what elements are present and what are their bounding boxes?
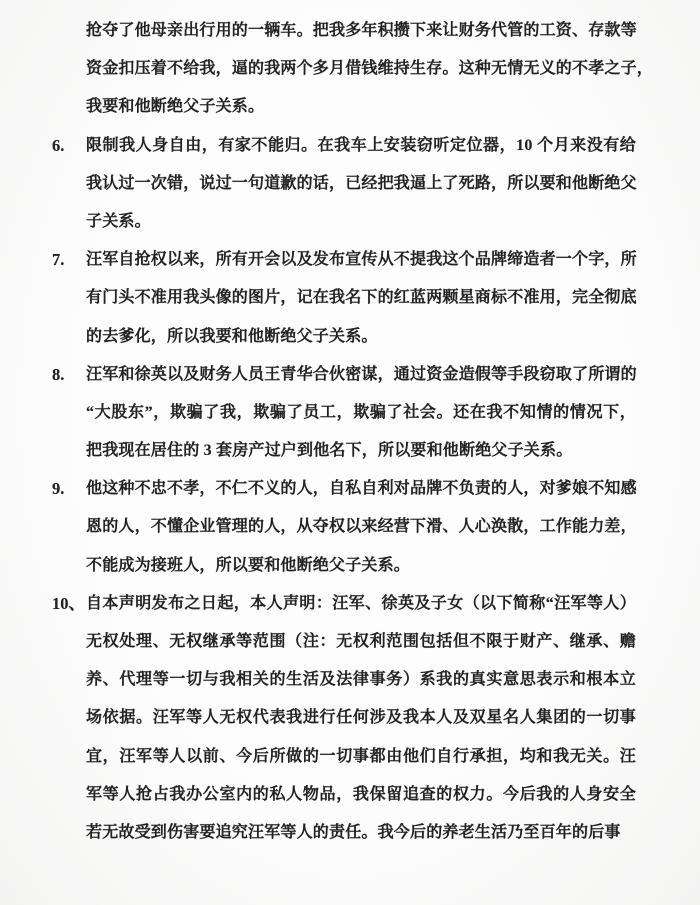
list-item-10 — [52, 585, 636, 852]
text-line: 我要和他断绝父子关系。 — [86, 98, 265, 116]
item-text — [86, 470, 636, 585]
item-text — [86, 241, 636, 356]
item-number: 9. — [52, 479, 65, 499]
item-text — [86, 127, 636, 242]
text-line: 自本声明发布之日起，本人声明：汪军、徐英及子女（以下简称“汪军等人） — [86, 594, 636, 612]
item-number: 10、 — [52, 593, 85, 613]
text-line: 子关系。 — [86, 212, 151, 230]
item-number: 6. — [52, 135, 65, 155]
text-line: 的去爹化，所以我要和他断绝父子关系。 — [86, 327, 378, 345]
list-item-6 — [52, 127, 637, 242]
text-line: 场依据。汪军等人无权代表我进行任何涉及我本人及双星名人集团的一切事 — [86, 709, 636, 727]
text-line: 宜，汪军等人以前、今后所做的一切事都由他们自行承担，均和我无关。汪 — [86, 747, 636, 765]
list-item-7 — [52, 241, 637, 356]
text-line: 抢夺了他母亲出行用的一辆车。把我多年积攒下来让财务代管的工资、存款等 — [86, 22, 637, 39]
text-line: 军等人抢占我办公室内的私人物品，我保留追查的权力。今后我的人身安全 — [86, 785, 636, 803]
text-line: 汪军和徐英以及财务人员王青华合伙密谋，通过资金造假等手段窃取了所谓的 — [86, 365, 637, 383]
text-line: 无权处理、无权继承等范围（注：无权利范围包括但不限于财产、继承、赡 — [86, 633, 636, 650]
text-line: 限制我人身自由，有家不能归。在我车上安装窃听定位器，10 个月来没有给 — [86, 136, 636, 154]
item-text — [86, 356, 636, 471]
text-line: 有门头不准用我头像的图片，记在我名下的红蓝两颗星商标不准用，完全彻底 — [86, 289, 637, 307]
text-line: 把我现在居住的 3 套房产过户到他名下，所以要和他断绝父子关系。 — [86, 442, 573, 460]
item-number: 8. — [52, 364, 65, 384]
list-item-9 — [52, 470, 637, 585]
text-line: 若无故受到伤害要追究汪军等人的责任。我今后的养老生活乃至百年的后事 — [86, 823, 621, 841]
paragraph-item5-continuation — [86, 12, 654, 127]
text-line: 汪军自抢权以来，所有开会以及发布宣传从不提我这个品牌缔造者一个字，所 — [86, 251, 637, 269]
text-line: 他这种不忠不孝，不仁不义的人，自私自利对品牌不负责的人，对爹娘不知感 — [86, 480, 637, 498]
text-line: 资金扣压着不给我，逼的我两个多月借钱维持生存。这种无情无义的不孝之子， — [86, 60, 654, 78]
text-line: 养、代理等一切与我相关的生活及法律事务）系我的真实意思表示和根本立 — [86, 671, 636, 689]
text-line: 不能成为接班人，所以要和他断绝父子关系。 — [86, 556, 411, 574]
text-line: 我认过一次错，说过一句道歉的话，已经把我逼上了死路，所以要和他断绝父 — [86, 174, 637, 192]
list-item-8 — [52, 356, 637, 471]
text-line: “大股东”，欺骗了我，欺骗了员工，欺骗了社会。还在我不知情的情况下， — [86, 403, 636, 421]
paragraph-text — [86, 12, 654, 127]
item-text — [86, 585, 636, 852]
text-line: 恩的人，不懂企业管理的人，从夺权以来经营下滑、人心涣散，工作能力差， — [86, 518, 637, 536]
item-number: 7. — [52, 250, 65, 270]
